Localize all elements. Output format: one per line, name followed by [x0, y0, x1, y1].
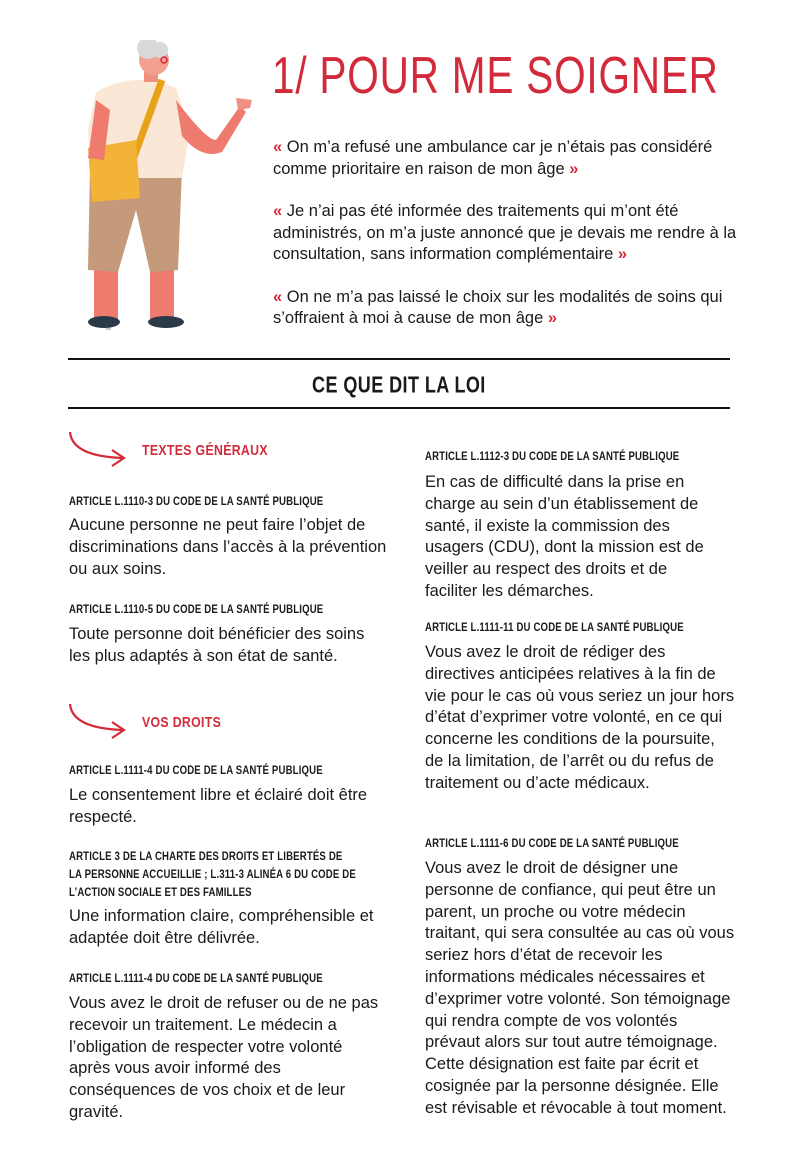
curved-arrow-icon: [66, 430, 128, 470]
article-reference: ARTICLE L.1110-3 DU CODE DE LA SANTÉ PUBLIQUE: [69, 494, 324, 508]
article-text: Le consentement libre et éclairé doit être respecté.: [69, 786, 368, 826]
article-reference: ARTICLE 3 DE LA CHARTE DES DROITS ET LIBERTÉS DE LA PERSONNE ACCUEILLIE ; L.311-3 ALINÉA 6 DU CODE DE L’ACTION SOCIALE ET DES FAMILLES: [69, 849, 356, 899]
open-quote-mark: «: [273, 138, 283, 156]
curved-arrow-icon: [66, 702, 128, 742]
article-text: Toute personne doit bénéficier des soins les plus adaptés à son état de santé.: [69, 625, 365, 665]
category-label: VOS DROITS: [142, 713, 222, 731]
section-divider-top: [68, 358, 730, 360]
article-reference: ARTICLE L.1110-5 DU CODE DE LA SANTÉ PUBLIQUE: [69, 602, 324, 616]
article-text: Vous avez le droit de désigner une personne de confiance, qui peut être un parent, un proche ou votre médecin traitant, qui sera consultée au cas où vous seriez hors d’état de recevoir les informations médicales nécessaires et d’exprimer votre volonté. Son témoignage qui rendra compte de vos volontés prévaut alors sur tout autre témoignage. Cette désignation est faite par écrit et cosignée par la personne désignée. Elle est révisable et révocable à tout moment.: [425, 859, 735, 1117]
article-reference: ARTICLE L.1111-6 DU CODE DE LA SANTÉ PUBLIQUE: [425, 836, 679, 850]
quote-text: On ne m’a pas laissé le choix sur les modalités de soins qui s’offraient à moi à cause de mon âge: [273, 287, 723, 327]
close-quote-mark: »: [547, 309, 558, 327]
section-heading-text: CE QUE DIT LA LOI: [312, 371, 486, 398]
article-text: Vous avez le droit de rédiger des directives anticipées relatives à la fin de vie pour le cas où vous seriez un jour hors d’état d’exprimer votre volonté, en ce qui concerne les conditions de la poursuite, de la limitation, de l’arrêt ou du refus de traitement ou d’acte médicaux.: [425, 643, 735, 792]
section-divider-bottom: [68, 407, 730, 409]
close-quote-mark: »: [617, 245, 628, 263]
article-reference: ARTICLE L.1111-4 DU CODE DE LA SANTÉ PUBLIQUE: [69, 971, 323, 985]
category-vos-droits: [66, 702, 239, 742]
article-text: Vous avez le droit de refuser ou de ne pas recevoir un traitement. Le médecin a l’obligation de respecter votre volonté après vous avoir informé des conséquences de vos choix et de leur gravité.: [69, 994, 379, 1121]
article-reference: ARTICLE L.1111-11 DU CODE DE LA SANTÉ PUBLIQUE: [425, 620, 684, 634]
category-label: TEXTES GÉNÉRAUX: [142, 441, 268, 459]
close-quote-mark: »: [569, 159, 579, 178]
quote-text: On m’a refusé une ambulance car je n’étais pas considéré comme prioritaire en raison de mon âge: [273, 138, 713, 178]
article-text: Aucune personne ne peut faire l’objet de discriminations dans l’accès à la prévention ou aux soins.: [69, 516, 387, 578]
testimonial-quote: [273, 287, 743, 330]
testimonial-quote: [273, 137, 743, 180]
open-quote-mark: «: [273, 202, 283, 220]
article-reference: ARTICLE L.1112-3 DU CODE DE LA SANTÉ PUBLIQUE: [425, 449, 680, 463]
quote-text: Je n’ai pas été informée des traitements qui m’ont été administrés, on m’a juste annoncé que je devais me rendre à la consultation, sans information complémentaire: [273, 202, 737, 263]
page-title: 1/ POUR ME SOIGNER: [272, 47, 719, 105]
article-text: En cas de difficulté dans la prise en charge au sein d’un établissement de santé, il existe la commission des usagers (CDU), dont la mission est de veiller au respect des droits et de faciliter les démarches.: [425, 473, 704, 600]
open-quote-mark: «: [273, 287, 283, 306]
category-textes-generaux: [66, 430, 296, 470]
article-text: Une information claire, compréhensible et adaptée doit être délivrée.: [69, 907, 374, 947]
elderly-woman-illustration: [66, 40, 256, 340]
testimonials: [273, 137, 743, 351]
testimonial-quote: [273, 201, 743, 266]
article-reference: ARTICLE L.1111-4 DU CODE DE LA SANTÉ PUBLIQUE: [69, 763, 323, 777]
section-heading: [68, 371, 730, 398]
